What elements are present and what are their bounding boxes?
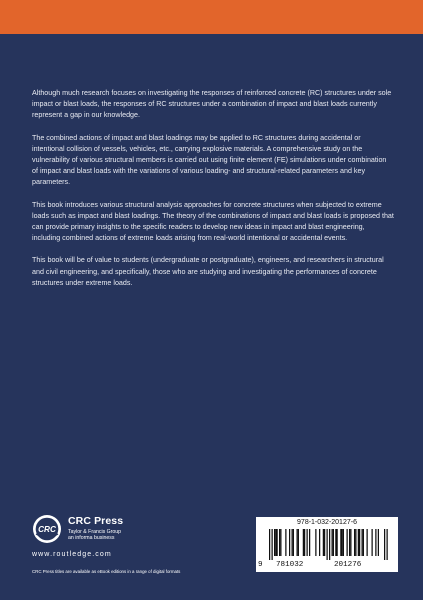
barcode-bar (355, 529, 356, 556)
description-paragraph-4: This book will be of value to students (undergraduate or postgraduate), engineers, and researchers in structural and civil engineering, and specifically, those who are studying and investigating the performances of concrete structures under extreme loads. (32, 256, 384, 287)
top-accent-band (0, 0, 423, 34)
barcode-bar (358, 529, 359, 556)
barcode-bars (265, 529, 391, 560)
barcode-bar (315, 529, 316, 556)
publisher-group-line-2: an informa business (68, 535, 115, 542)
barcode-bar (293, 529, 294, 556)
barcode-bar (309, 529, 310, 556)
barcode-bar (275, 529, 276, 556)
barcode-bar (307, 529, 308, 556)
barcode-bar (280, 529, 281, 556)
description-paragraph-2: The combined actions of impact and blast loadings may be applied to RC structures during accidental or intentional collision of vessels, vehicles, etc., carrying explosive materials. A comprehensive study on the vulnerability of various structural members is carried out using finite element (FE) simulations under combination of impact and blast loads with the variations of various loading- and structural-related parameters and key parameters. (32, 133, 387, 187)
barcode-bar (362, 529, 363, 556)
barcode-bar (350, 529, 351, 556)
barcode-bar (359, 529, 360, 556)
barcode-bar (343, 529, 344, 556)
barcode-bar (335, 529, 336, 556)
barcode-bar (384, 529, 385, 560)
barcode-bar (269, 529, 270, 560)
barcode-bar (378, 529, 379, 556)
barcode-bar (387, 529, 388, 560)
barcode-bar (367, 529, 368, 556)
barcode-bar (354, 529, 355, 556)
barcode-right-group: 201276 (334, 561, 362, 569)
barcode-bar (342, 529, 343, 556)
barcode-lead-digit: 9 (258, 561, 263, 569)
description-paragraph-1: Although much research focuses on investigating the responses of reinforced concrete (RC) structures under sole impact or blast loads, the responses of RC structures under a combination of impact and blast loads currently represent a gap in our knowledge. (32, 89, 392, 120)
barcode-bar (292, 529, 293, 556)
barcode-bar (375, 529, 376, 556)
publisher-group (68, 529, 121, 542)
barcode-bar (289, 529, 290, 556)
barcode-bar (272, 529, 273, 560)
publisher-website-link[interactable]: www.routledge.com (32, 551, 112, 558)
barcode-bar (279, 529, 280, 556)
barcode-bar (372, 529, 373, 556)
crc-logo-icon (32, 514, 62, 544)
barcode-bar (304, 529, 305, 556)
barcode-bar (337, 529, 338, 556)
barcode-bar (277, 529, 278, 556)
barcode-bar (349, 529, 350, 556)
barcode-bar (324, 529, 325, 556)
barcode-bar (303, 529, 304, 556)
barcode-bar (340, 529, 341, 556)
barcode-bar (327, 529, 328, 560)
barcode-bar (285, 529, 286, 556)
barcode-bar (274, 529, 275, 556)
isbn-barcode (256, 517, 398, 572)
barcode-bar (347, 529, 348, 556)
barcode-bar (329, 529, 330, 560)
book-description (32, 88, 394, 300)
barcode-bar (333, 529, 334, 556)
barcode-bar (298, 529, 299, 556)
publisher-name: CRC Press (68, 515, 124, 527)
barcode-bar (297, 529, 298, 556)
publisher-block (32, 514, 252, 574)
barcode-bar (363, 529, 364, 556)
barcode-bar (319, 529, 320, 556)
crc-logo-text: CRC (38, 524, 56, 534)
isbn-number: 978-1-032-20127-6 (297, 519, 357, 526)
publisher-group-line-1: Taylor & Francis Group (68, 529, 122, 535)
barcode-bar (323, 529, 324, 556)
ebook-availability-note: CRC Press titles are available as eBook editions in a range of digital formats (32, 569, 181, 574)
description-paragraph-3: This book introduces various structural analysis approaches for concrete structures when subjected to extreme loads such as impact and blast loadings. The theory of the combinations of impact and blast loads is proposed that can provide primary insights to the specific readers to develop new ideas in impact and blast engineering, including combined actions of extreme loads arising from real-world intentional or accidental events. (32, 200, 394, 243)
barcode-bar (332, 529, 333, 556)
barcode-left-group: 781032 (276, 561, 304, 569)
